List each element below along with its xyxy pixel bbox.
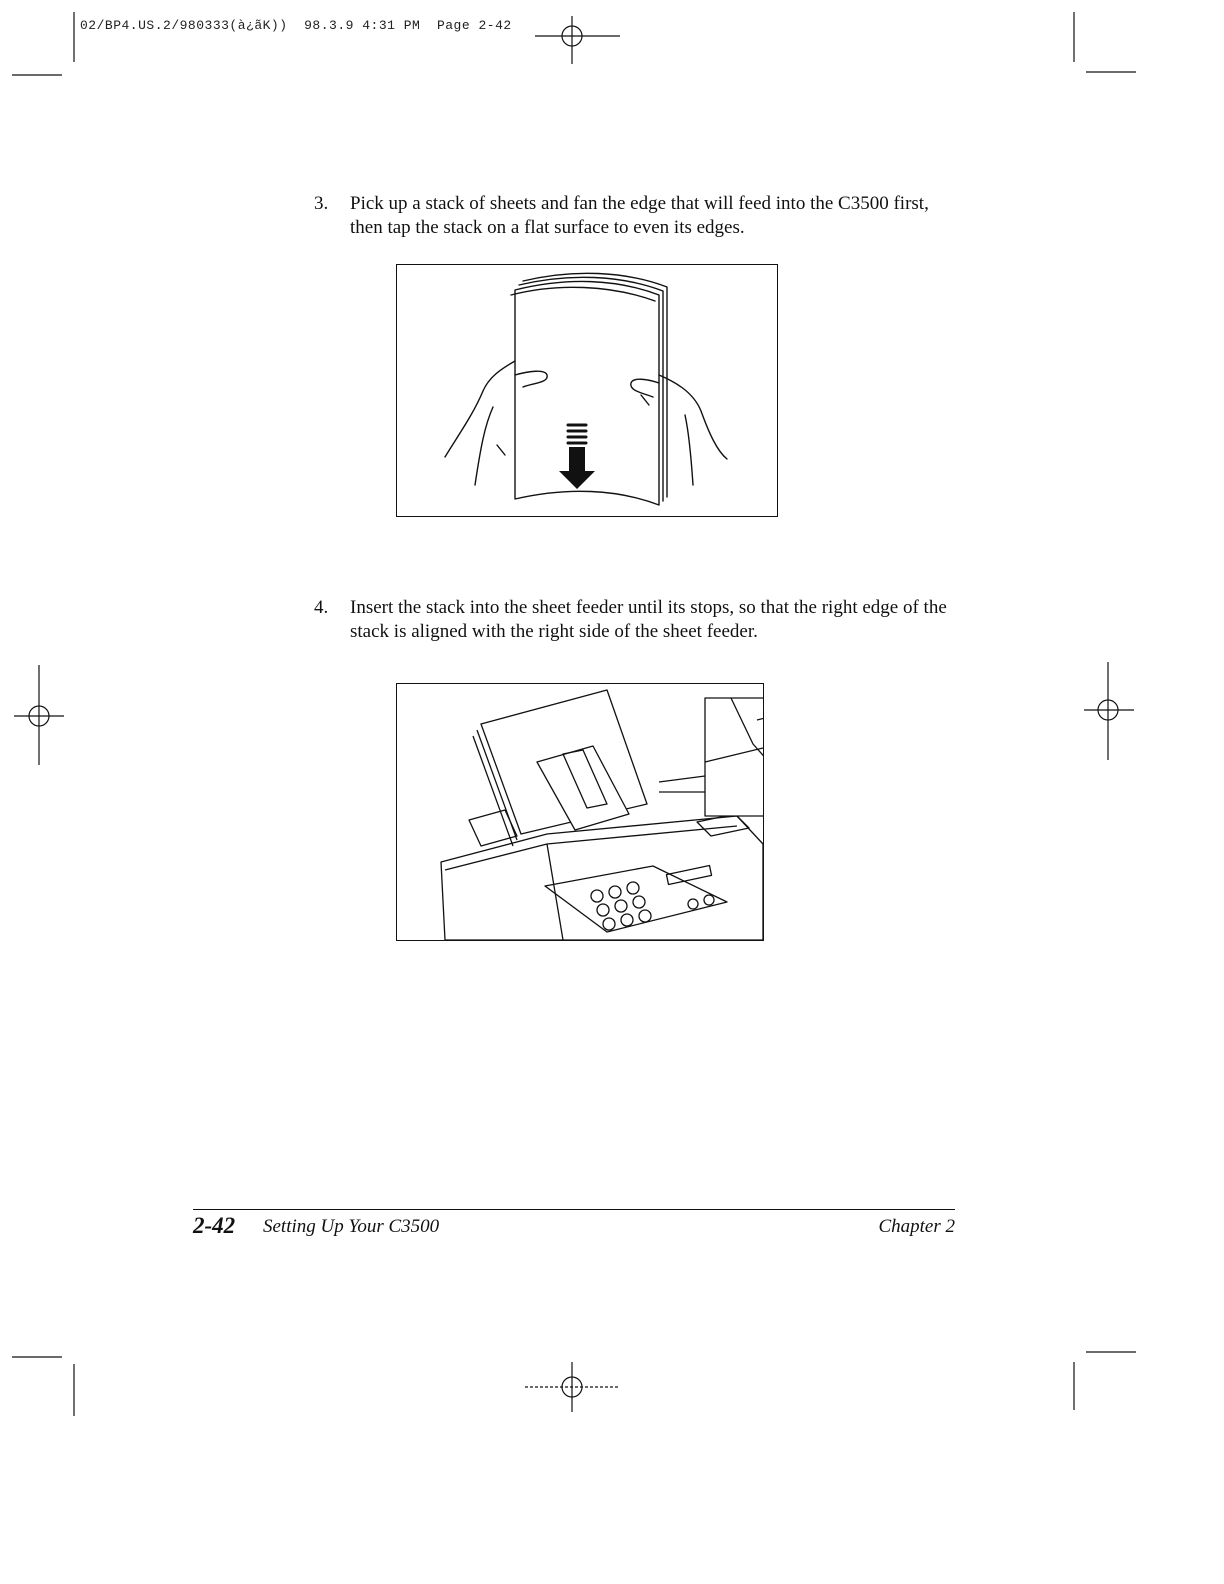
- instruction-step-4: [314, 596, 954, 646]
- step-text: Pick up a stack of sheets and fan the edge that will feed into the C3500 first, then tap the stack on a flat surface to even its edges.: [350, 193, 929, 238]
- print-slug: 02/BP4.US.2/980333(à¿ãK)) 98.3.9 4:31 PM Page 2-42: [80, 18, 512, 33]
- step-number: 3.: [314, 193, 329, 214]
- section-title: Setting Up Your C3500: [263, 1216, 440, 1237]
- instruction-step-3: [314, 192, 954, 242]
- fanning-paper-stack-illustration: [397, 265, 777, 516]
- step-text: Insert the stack into the sheet feeder until its stops, so that the right edge of the stack is aligned with the right side of the sheet feeder.: [350, 597, 947, 642]
- page-number: 2-42: [193, 1213, 236, 1238]
- printer-sheet-feeder-illustration: [397, 684, 763, 940]
- step-number: 4.: [314, 597, 329, 618]
- figure-fanning-paper: [396, 264, 778, 517]
- footer-rule: [193, 1209, 955, 1210]
- chapter-label: Chapter 2: [878, 1216, 955, 1237]
- figure-sheet-feeder: [396, 683, 764, 941]
